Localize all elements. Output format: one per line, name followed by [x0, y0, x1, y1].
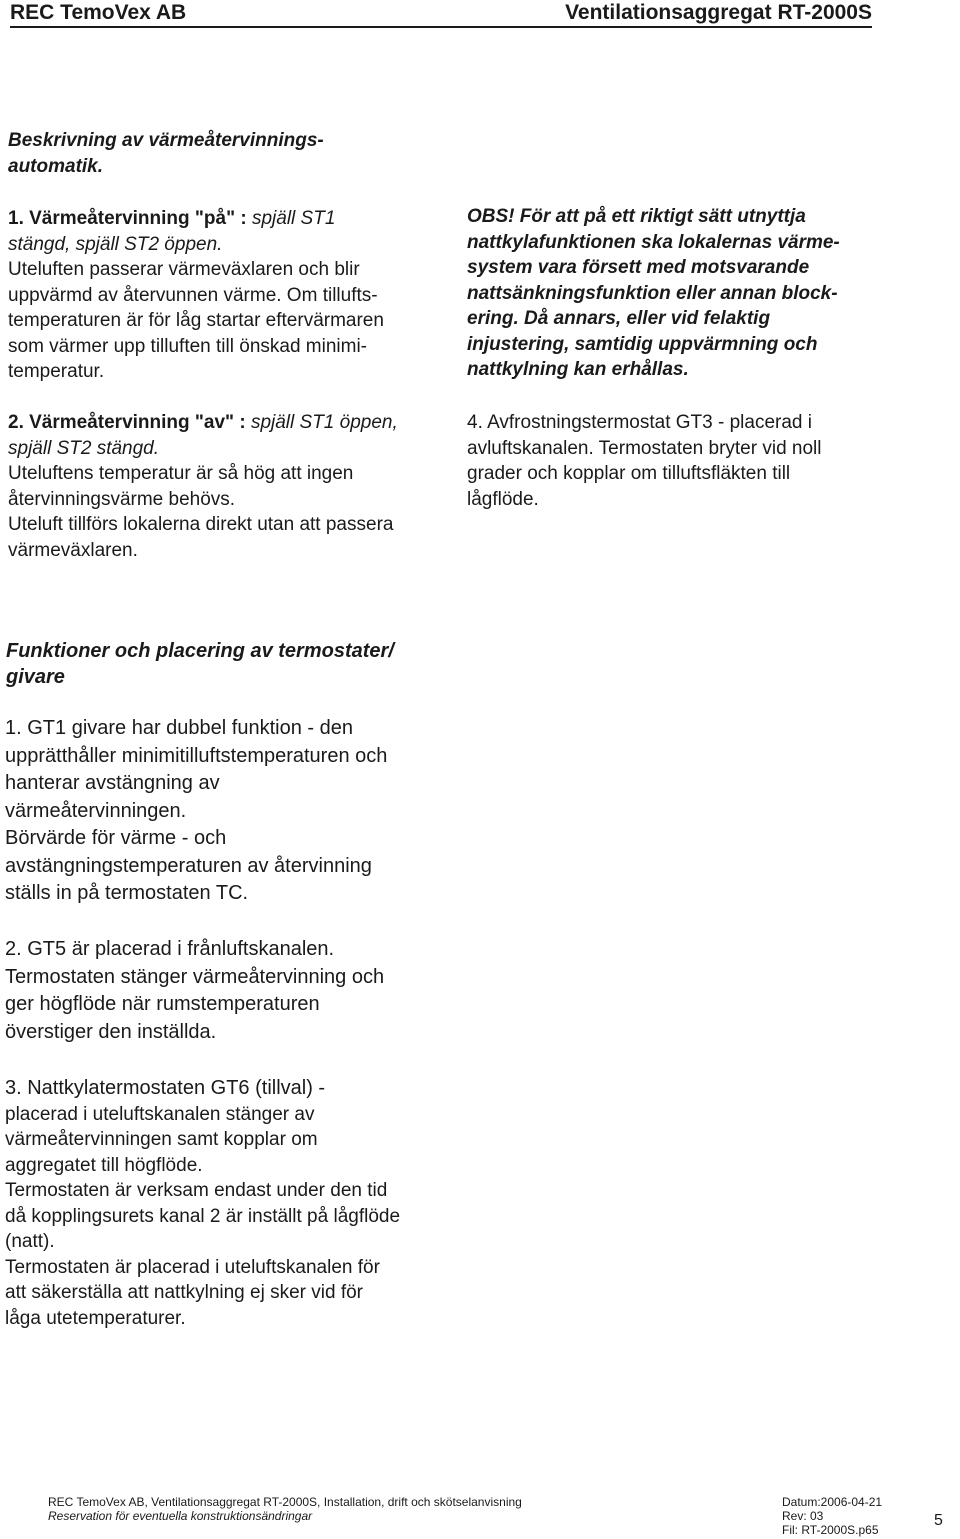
body-line: återvinningsvärme behövs.: [8, 488, 236, 510]
body-line: temperaturen är för låg startar eftervärmaren: [8, 310, 384, 331]
body-line: ger högflöde när rumstemperaturen: [5, 993, 320, 1015]
obs-line: nattkylafunktionen ska lokalernas värme-: [467, 231, 840, 253]
item-italic-line: spjäll ST2 stängd.: [8, 437, 160, 459]
obs-note: [467, 204, 907, 383]
item-gt6-night-cooling: [5, 1076, 475, 1331]
body-line: Termostaten är placerad i uteluftskanalen för: [5, 1256, 380, 1278]
body-line: Termostaten stänger värmeåtervinning och: [5, 965, 385, 988]
body-line: grader och kopplar om tilluftsfläkten till: [467, 463, 791, 484]
item-gt5-extract-air: [5, 936, 465, 1046]
body-line: ställs in på termostaten TC.: [5, 882, 249, 904]
body-line: 3. Nattkylatermostaten GT6 (tillval) -: [5, 1077, 326, 1099]
header-company: REC TemoVex AB: [10, 1, 187, 24]
body-line: då kopplingsurets kanal 2 är inställt på lågflöde: [5, 1205, 401, 1227]
body-line: Uteluftens temperatur är så hög att ingen: [8, 463, 354, 484]
body-line: upprätthåller minimitilluftstemperaturen och: [5, 744, 388, 767]
section-heading-heat-recovery: [8, 128, 324, 180]
body-line: värmeåtervinningen samt kopplar om: [5, 1129, 318, 1150]
item-italic-line: stängd, spjäll ST2 öppen.: [8, 233, 223, 255]
body-line: värmeåtervinningen.: [5, 799, 187, 822]
body-line: temperatur.: [8, 361, 105, 382]
item-title: 1. Värmeåtervinning "på" :: [8, 208, 247, 229]
obs-line: system vara försett med motsvarande: [467, 257, 810, 278]
body-line: värmeväxlaren.: [8, 539, 138, 561]
page-number: 5: [934, 1512, 943, 1529]
body-line: Börvärde för värme - och: [5, 827, 227, 849]
body-line: avstängningstemperaturen av återvinning: [5, 854, 372, 877]
body-line: uppvärmd av återvunnen värme. Om tillufts-: [8, 284, 378, 306]
body-line: lågflöde.: [467, 488, 539, 510]
body-line: aggregatet till högflöde.: [5, 1154, 203, 1176]
body-line: låga utetemperaturer.: [5, 1307, 186, 1329]
body-line: hanterar avstängning av: [5, 772, 220, 794]
header-divider: [10, 26, 872, 28]
footer-disclaimer: Reservation för eventuella konstruktionsändringar: [48, 1509, 313, 1523]
obs-line: ering. Då annars, eller vid felaktig: [467, 308, 771, 329]
item-italic-lead: spjäll ST1: [246, 208, 336, 229]
body-line: Termostaten är verksam endast under den tid: [5, 1180, 388, 1201]
item-heat-recovery-on: [8, 206, 448, 385]
body-line: avluftskanalen. Termostaten bryter vid noll: [467, 437, 822, 459]
header-product: Ventilationsaggregat RT-2000S: [565, 1, 872, 24]
footer-document-info: REC TemoVex AB, Ventilationsaggregat RT-2000S, Installation, drift och skötselanvisning: [48, 1495, 522, 1509]
body-line: 4. Avfrostningstermostat GT3 - placerad i: [467, 412, 812, 433]
body-line: som värmer upp tilluften till önskad minimi-: [8, 335, 368, 357]
body-line: placerad i uteluftskanalen stänger av: [5, 1103, 315, 1125]
body-line: (natt).: [5, 1231, 55, 1252]
item-title: 2. Värmeåtervinning "av" :: [8, 412, 246, 433]
footer-date: Datum:2006-04-21: [782, 1495, 883, 1509]
item-gt1-sensor: [5, 715, 465, 908]
section-heading-thermostats: [6, 638, 394, 690]
heading-line: Funktioner och placering av termostater/: [6, 640, 394, 662]
footer-revision: Rev: 03: [782, 1509, 824, 1523]
item-italic-lead: spjäll ST1 öppen,: [245, 412, 398, 433]
obs-line: OBS! För att på ett riktigt sätt utnyttja: [467, 206, 806, 227]
body-line: att säkerställa att nattkylning ej sker vid för: [5, 1282, 363, 1303]
obs-line: nattsänkningsfunktion eller annan block-: [467, 282, 838, 304]
footer-filename: Fil: RT-2000S.p65: [782, 1523, 879, 1537]
heading-line: Beskrivning av värmeåtervinnings-: [8, 130, 324, 151]
body-line: 1. GT1 givare har dubbel funktion - den: [5, 717, 353, 739]
body-line: överstiger den inställda.: [5, 1020, 217, 1043]
obs-line: injustering, samtidig uppvärmning och: [467, 333, 818, 355]
heading-line: givare: [6, 666, 65, 688]
body-line: Uteluft tillförs lokalerna direkt utan att passera: [8, 514, 394, 535]
obs-line: nattkylning kan erhållas.: [467, 359, 689, 380]
heading-line: automatik.: [8, 156, 104, 177]
item-defrost-thermostat: [467, 410, 907, 512]
body-line: 2. GT5 är placerad i frånluftskanalen.: [5, 938, 335, 960]
item-heat-recovery-off: [8, 410, 458, 563]
body-line: Uteluften passerar värmeväxlaren och blir: [8, 259, 360, 280]
